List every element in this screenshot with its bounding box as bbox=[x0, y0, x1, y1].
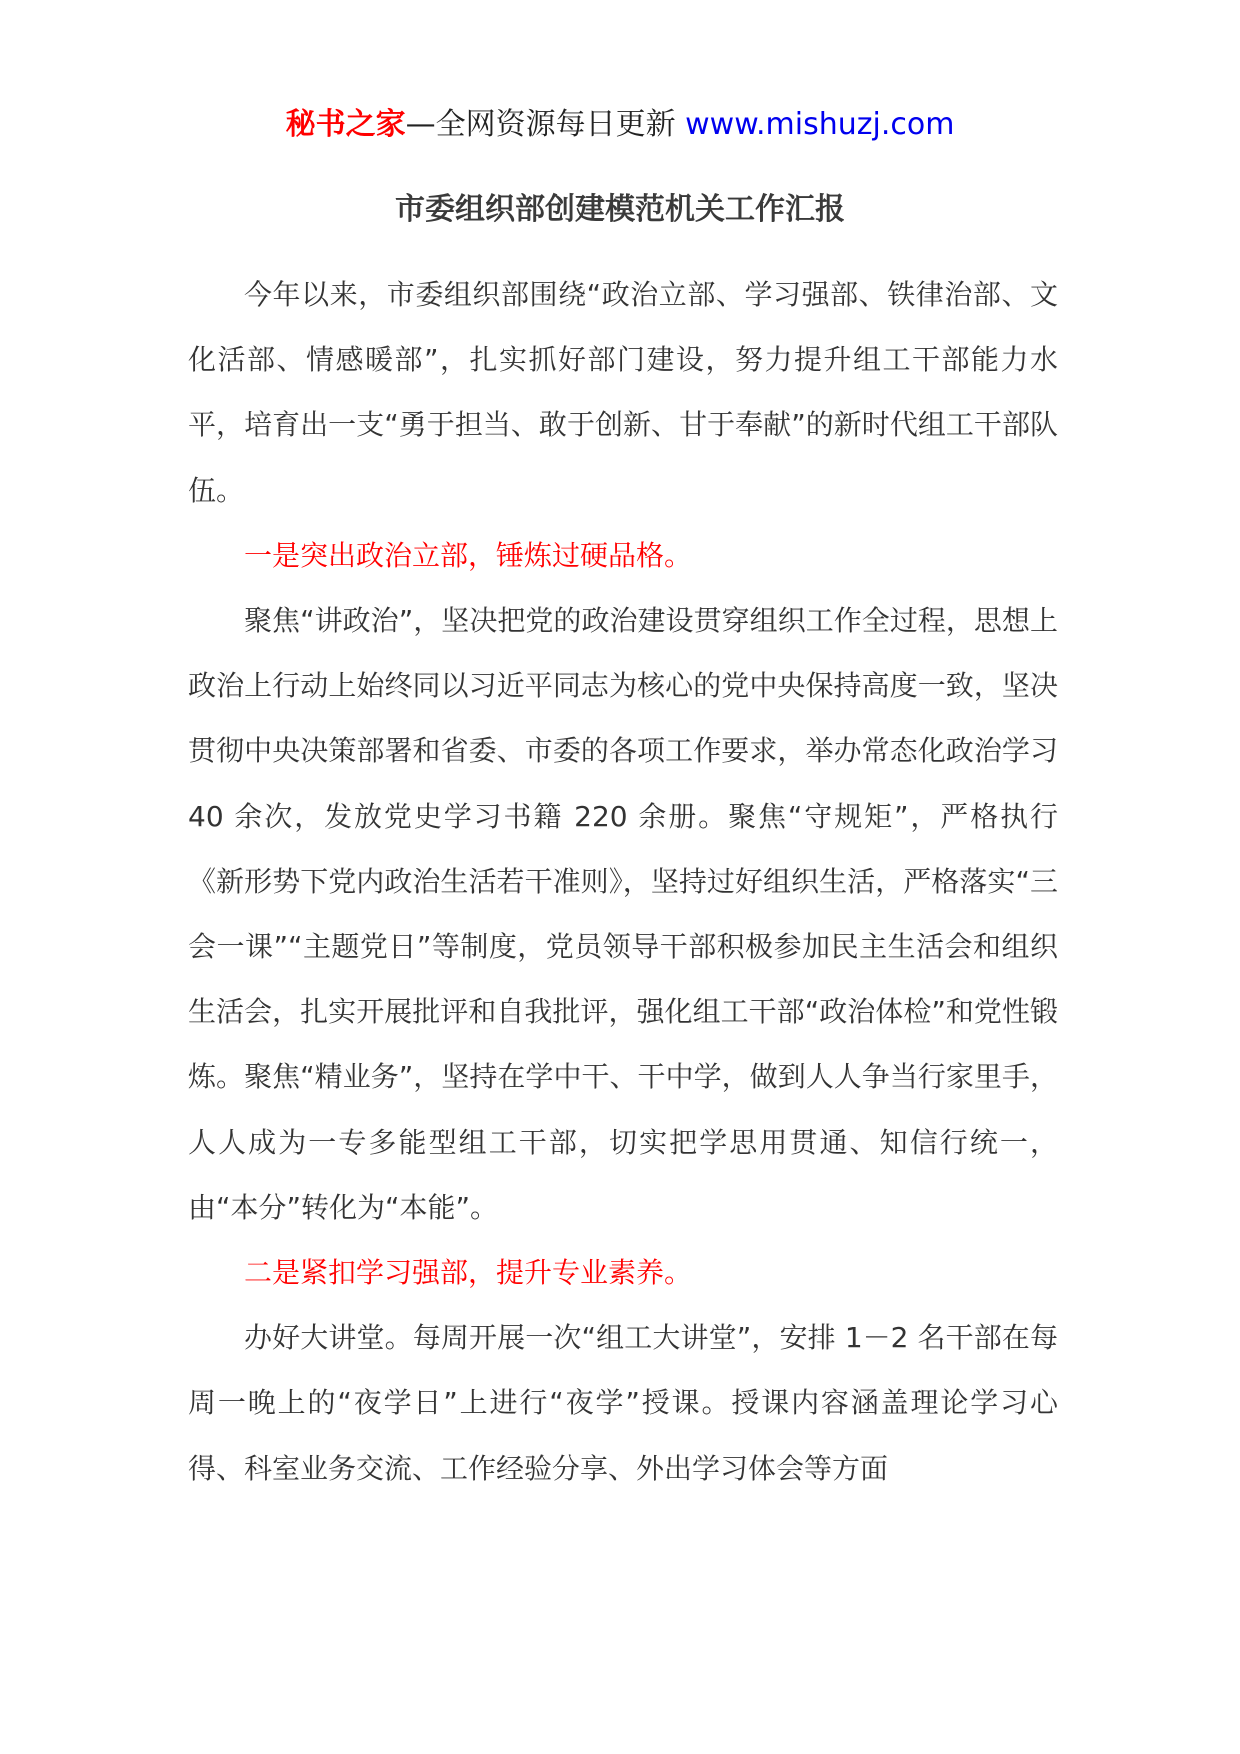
intro-paragraph: 今年以来，市委组织部围绕“政治立部、学习强部、铁律治部、文化活部、情感暖部”，扎实抓好部门建设，努力提升组工干部能力水平，培育出一支“勇于担当、敢于创新、甘于奉献”的新时代组工干部队伍。 bbox=[188, 278, 1058, 507]
section-paragraph-2: 办好大讲堂。每周开展一次“组工大讲堂”，安排 1－2 名干部在每周一晚上的“夜学日”上进行“夜学”授课。授课内容涵盖理论学习心得、科室业务交流、工作经验分享、外出学习体会等方面 bbox=[188, 1321, 1058, 1485]
section-paragraph-1: 聚焦“讲政治”，坚决把党的政治建设贯穿组织工作全过程，思想上政治上行动上始终同以习近平同志为核心的党中央保持高度一致，坚决贯彻中央决策部署和省委、市委的各项工作要求，举办常态化政治学习 40 余次，发放党史学习书籍 220 余册。聚焦“守规矩”，严格执行《新形势下党内政治生活若干准则》，坚持过好组织生活，严格落实“三会一课”“主题党日”等制度，党员领导干部积极参加民主生活会和组织生活会，扎实开展批评和自我批评，强化组工干部“政治体检”和党性锻炼。聚焦“精业务”，坚持在学中干、干中学，做到人人争当行家里手，人人成为一专多能型组工干部，切实把学思用贯通、知信行统一，由“本分”转化为“本能”。 bbox=[188, 604, 1058, 1224]
site-url-link[interactable]: www.mishuzj.com bbox=[685, 107, 955, 142]
document-title: 市委组织部创建模范机关工作汇报 bbox=[395, 192, 845, 227]
site-header bbox=[0, 100, 1240, 150]
brand-name: 秘书之家 bbox=[285, 107, 406, 142]
section-heading-1: 一是突出政治立部，锤炼过硬品格。 bbox=[244, 538, 693, 572]
document-body bbox=[188, 262, 1058, 1501]
site-tagline: —全网资源每日更新 bbox=[405, 107, 686, 142]
section-heading-2: 二是紧扣学习强部，提升专业素养。 bbox=[244, 1256, 693, 1290]
